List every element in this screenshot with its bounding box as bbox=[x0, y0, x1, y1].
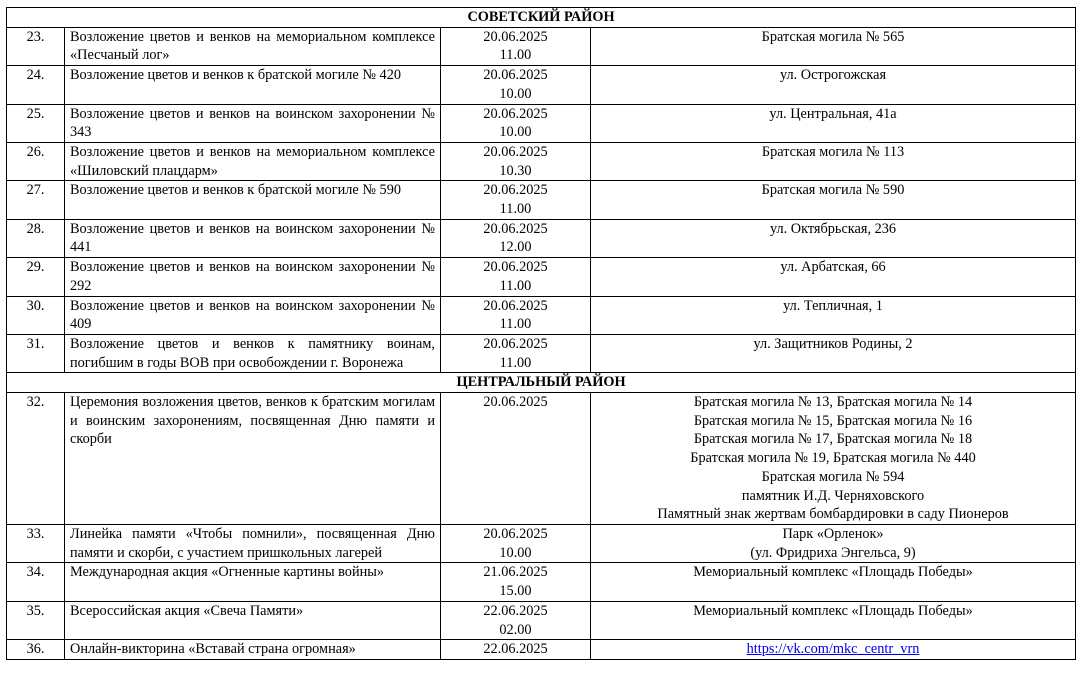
row-number: 30. bbox=[7, 296, 65, 334]
event-datetime bbox=[441, 563, 591, 601]
place-line: Братская могила № 13, Братская могила № 14 bbox=[693, 394, 973, 411]
row-number: 36. bbox=[7, 640, 65, 660]
table-row bbox=[7, 296, 1076, 334]
place-line: ул. Арбатская, 66 bbox=[780, 259, 886, 276]
event-datetime bbox=[441, 258, 591, 296]
event-datetime bbox=[441, 104, 591, 142]
event-datetime bbox=[441, 181, 591, 219]
event-datetime bbox=[441, 66, 591, 104]
event-time: 15.00 bbox=[499, 583, 532, 600]
event-date: 20.06.2025 bbox=[483, 105, 548, 122]
event-place bbox=[591, 524, 1076, 562]
event-place bbox=[591, 104, 1076, 142]
event-date: 20.06.2025 bbox=[483, 335, 548, 352]
place-line: Братская могила № 17, Братская могила № 18 bbox=[693, 431, 973, 448]
section-title: СОВЕТСКИЙ РАЙОН bbox=[7, 8, 1076, 28]
event-time: 10.30 bbox=[499, 162, 532, 179]
place-line: памятник И.Д. Черняховского bbox=[741, 487, 925, 504]
place-line: Мемориальный комплекс «Площадь Победы» bbox=[693, 564, 973, 581]
table-row bbox=[7, 66, 1076, 104]
event-description: Линейка памяти «Чтобы помнили», посвященная Дню памяти и скорби, с участием пришкольных лагерей bbox=[65, 524, 441, 562]
row-number: 27. bbox=[7, 181, 65, 219]
event-place bbox=[591, 66, 1076, 104]
section-title: ЦЕНТРАЛЬНЫЙ РАЙОН bbox=[7, 373, 1076, 393]
place-line: ул. Защитников Родины, 2 bbox=[753, 335, 913, 352]
row-number: 23. bbox=[7, 27, 65, 65]
event-date: 20.06.2025 bbox=[483, 297, 548, 314]
section-row bbox=[7, 8, 1076, 28]
table-row bbox=[7, 219, 1076, 257]
event-description: Возложение цветов и венков на воинском захоронении № 409 bbox=[65, 296, 441, 334]
place-line: Парк «Орленок» bbox=[782, 525, 884, 542]
row-number: 29. bbox=[7, 258, 65, 296]
event-description: Возложение цветов и венков на воинском захоронении № 343 bbox=[65, 104, 441, 142]
event-datetime bbox=[441, 296, 591, 334]
event-datetime bbox=[441, 393, 591, 525]
event-description: Международная акция «Огненные картины войны» bbox=[65, 563, 441, 601]
event-place bbox=[591, 181, 1076, 219]
event-date: 20.06.2025 bbox=[483, 67, 548, 84]
event-datetime bbox=[441, 334, 591, 372]
event-description: Возложение цветов и венков на мемориальном комплексе «Песчаный лог» bbox=[65, 27, 441, 65]
event-time: 02.00 bbox=[499, 621, 532, 638]
table-row bbox=[7, 27, 1076, 65]
row-number: 31. bbox=[7, 334, 65, 372]
table-row bbox=[7, 601, 1076, 639]
event-description: Возложение цветов и венков к памятнику воинам, погибшим в годы ВОВ при освобождении г. Воронежа bbox=[65, 334, 441, 372]
event-place bbox=[591, 334, 1076, 372]
event-time: 10.00 bbox=[499, 544, 532, 561]
event-place bbox=[591, 563, 1076, 601]
place-line: Братская могила № 15, Братская могила № 16 bbox=[693, 412, 973, 429]
event-date: 20.06.2025 bbox=[483, 394, 548, 411]
place-line: Братская могила № 590 bbox=[761, 182, 905, 199]
event-time: 11.00 bbox=[499, 354, 532, 371]
event-time: 11.00 bbox=[499, 201, 532, 218]
event-description: Всероссийская акция «Свеча Памяти» bbox=[65, 601, 441, 639]
events-table bbox=[6, 7, 1076, 660]
place-line: Братская могила № 113 bbox=[761, 143, 905, 160]
event-date: 20.06.2025 bbox=[483, 220, 548, 237]
row-number: 33. bbox=[7, 524, 65, 562]
event-date: 20.06.2025 bbox=[483, 259, 548, 276]
event-link[interactable]: https://vk.com/mkc_centr_vrn bbox=[746, 641, 920, 658]
event-description: Возложение цветов и венков на воинском захоронении № 441 bbox=[65, 219, 441, 257]
table-row bbox=[7, 393, 1076, 525]
table-row bbox=[7, 181, 1076, 219]
place-line: Братская могила № 565 bbox=[761, 28, 905, 45]
event-date: 21.06.2025 bbox=[483, 564, 548, 581]
event-datetime bbox=[441, 601, 591, 639]
event-description: Онлайн-викторина «Вставай страна огромная» bbox=[65, 640, 441, 660]
table-row bbox=[7, 334, 1076, 372]
row-number: 26. bbox=[7, 142, 65, 180]
event-place bbox=[591, 296, 1076, 334]
row-number: 28. bbox=[7, 219, 65, 257]
event-description: Возложение цветов и венков на мемориальном комплексе «Шиловский плацдарм» bbox=[65, 142, 441, 180]
place-line: Мемориальный комплекс «Площадь Победы» bbox=[693, 602, 973, 619]
place-line: Братская могила № 594 bbox=[761, 468, 905, 485]
event-description: Церемония возложения цветов, венков к братским могилам и воинским захоронениям, посвященная Дню памяти и скорби bbox=[65, 393, 441, 525]
event-description: Возложение цветов и венков к братской могиле № 420 bbox=[65, 66, 441, 104]
event-date: 20.06.2025 bbox=[483, 525, 548, 542]
event-datetime bbox=[441, 142, 591, 180]
table-row bbox=[7, 640, 1076, 660]
event-description: Возложение цветов и венков на воинском захоронении № 292 bbox=[65, 258, 441, 296]
place-line: (ул. Фридриха Энгельса, 9) bbox=[750, 544, 916, 561]
events-table-body bbox=[7, 8, 1076, 660]
event-time: 10.00 bbox=[499, 85, 532, 102]
place-line: Памятный знак жертвам бомбардировки в саду Пионеров bbox=[657, 506, 1009, 523]
table-row bbox=[7, 104, 1076, 142]
place-line: ул. Тепличная, 1 bbox=[783, 297, 883, 314]
event-time: 11.00 bbox=[499, 316, 532, 333]
event-place bbox=[591, 601, 1076, 639]
event-date: 22.06.2025 bbox=[483, 641, 548, 658]
event-datetime bbox=[441, 640, 591, 660]
event-time: 12.00 bbox=[499, 239, 532, 256]
event-date: 20.06.2025 bbox=[483, 143, 548, 160]
table-row bbox=[7, 563, 1076, 601]
section-row bbox=[7, 373, 1076, 393]
event-datetime bbox=[441, 524, 591, 562]
event-place bbox=[591, 142, 1076, 180]
row-number: 24. bbox=[7, 66, 65, 104]
event-date: 22.06.2025 bbox=[483, 602, 548, 619]
event-place bbox=[591, 258, 1076, 296]
event-date: 20.06.2025 bbox=[483, 182, 548, 199]
event-datetime bbox=[441, 27, 591, 65]
event-time: 10.00 bbox=[499, 124, 532, 141]
table-row bbox=[7, 524, 1076, 562]
event-place bbox=[591, 27, 1076, 65]
row-number: 32. bbox=[7, 393, 65, 525]
place-line: ул. Октябрьская, 236 bbox=[769, 220, 897, 237]
event-place bbox=[591, 393, 1076, 525]
place-line: ул. Острогожская bbox=[779, 67, 887, 84]
event-datetime bbox=[441, 219, 591, 257]
row-number: 35. bbox=[7, 601, 65, 639]
event-place bbox=[591, 640, 1076, 660]
event-time: 11.00 bbox=[499, 277, 532, 294]
event-description: Возложение цветов и венков к братской могиле № 590 bbox=[65, 181, 441, 219]
event-place bbox=[591, 219, 1076, 257]
place-line: ул. Центральная, 41а bbox=[769, 105, 897, 122]
place-line: Братская могила № 19, Братская могила № 440 bbox=[690, 450, 976, 467]
event-time: 11.00 bbox=[499, 47, 532, 64]
table-row bbox=[7, 142, 1076, 180]
row-number: 25. bbox=[7, 104, 65, 142]
row-number: 34. bbox=[7, 563, 65, 601]
table-row bbox=[7, 258, 1076, 296]
event-date: 20.06.2025 bbox=[483, 28, 548, 45]
